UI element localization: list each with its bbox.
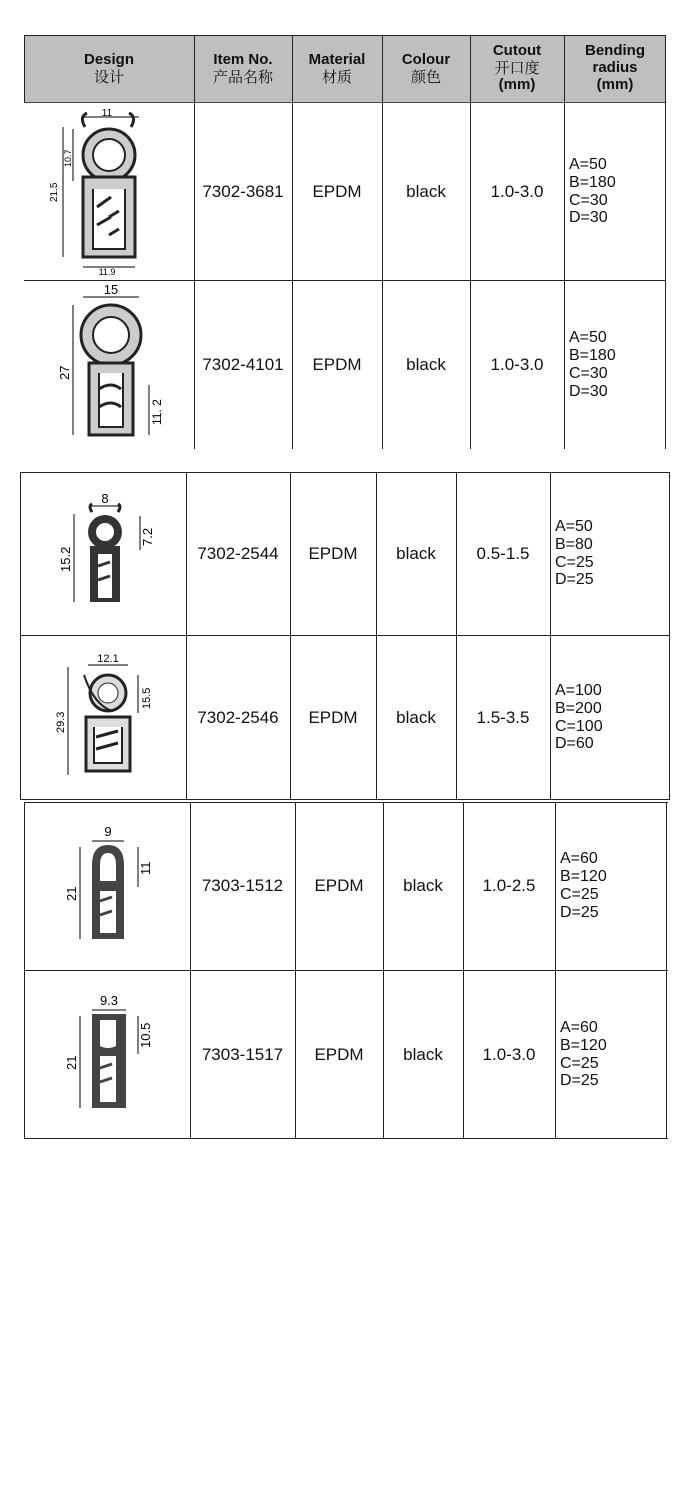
item-no: 7302-2544 <box>197 543 279 563</box>
header-colour-label: Colour <box>401 50 451 68</box>
dim-width: 11 <box>101 107 113 119</box>
radius-c: C=25 <box>560 886 599 903</box>
cutout: 1.5-3.5 <box>476 707 530 727</box>
radius-b: B=180 <box>569 173 616 191</box>
cutout: 1.0-3.0 <box>490 181 544 201</box>
header-cutout-cn: 开口度 <box>494 59 540 78</box>
header-design-label: Design <box>83 50 134 68</box>
cutout: 1.0-2.5 <box>482 876 536 895</box>
header-cutout-label: Cutout <box>492 42 542 60</box>
colour: black <box>396 543 436 563</box>
radius-b: B=200 <box>555 699 602 717</box>
radius-a: A=100 <box>555 681 602 699</box>
colour: black <box>396 707 436 727</box>
item-no: 7302-2546 <box>197 707 279 727</box>
table-row <box>24 802 190 970</box>
colour: black <box>406 355 446 374</box>
material: EPDM <box>314 1044 364 1064</box>
col-divider <box>665 35 666 449</box>
header-item-cn: 产品名称 <box>212 67 273 86</box>
table-border-bottom <box>24 1138 668 1139</box>
dim-height-2: 15.5 <box>141 687 153 709</box>
header-cutout-unit: (mm) <box>498 75 536 93</box>
item-no: 7302-3681 <box>202 181 284 201</box>
radius-c: C=25 <box>560 1054 599 1072</box>
item-no: 7303-1517 <box>201 1044 284 1064</box>
bending-radius <box>556 971 666 1138</box>
cutout: 1.0-3.0 <box>490 355 544 374</box>
product-table-1 <box>24 35 666 449</box>
table-row <box>24 971 190 1138</box>
header-cutout <box>470 35 564 102</box>
dim-width: 9 <box>104 824 112 839</box>
dim-height: 29.3 <box>55 711 67 733</box>
header-design-cn: 设计 <box>93 67 124 86</box>
header-material-cn: 材质 <box>321 67 352 86</box>
product-table-3 <box>24 802 668 1140</box>
profile-drawing-7302-2544 <box>48 494 158 614</box>
bending-radius <box>551 636 669 799</box>
radius-c: C=30 <box>569 365 608 382</box>
bending-radius <box>565 281 665 449</box>
header-item <box>194 35 292 102</box>
radius-a: A=50 <box>569 329 607 347</box>
dim-base: 11.9 <box>98 266 116 277</box>
radius-c: C=25 <box>555 553 594 571</box>
radius-a: A=60 <box>560 850 598 868</box>
colour: black <box>403 1044 443 1064</box>
radius-c: C=100 <box>555 717 603 735</box>
material: EPDM <box>314 876 364 895</box>
radius-b: B=120 <box>560 1036 607 1054</box>
profile-drawing-7303-1517 <box>52 990 162 1120</box>
dim-width: 15 <box>103 285 119 297</box>
material: EPDM <box>308 543 358 563</box>
header-colour <box>382 35 470 102</box>
dim-width: 9.3 <box>99 992 119 1008</box>
item-no: 7302-4101 <box>202 355 284 374</box>
bending-radius <box>551 472 669 635</box>
material: EPDM <box>308 707 358 727</box>
radius-d: D=30 <box>569 209 608 227</box>
radius-d: D=25 <box>555 571 594 589</box>
profile-drawing-7302-3681 <box>49 107 169 277</box>
header-colour-cn: 颜色 <box>410 67 441 86</box>
cutout: 0.5-1.5 <box>476 543 530 563</box>
radius-c: C=30 <box>569 191 608 209</box>
dim-height: 21 <box>64 1055 79 1070</box>
table-row <box>20 472 186 635</box>
radius-b: B=120 <box>560 868 607 886</box>
header-material-label: Material <box>308 50 366 68</box>
radius-d: D=25 <box>560 903 599 921</box>
radius-a: A=50 <box>555 517 593 535</box>
dim-height: 21.5 <box>49 182 60 202</box>
radius-b: B=180 <box>569 347 616 365</box>
dim-width: 8 <box>101 493 109 506</box>
dim-height: 15.2 <box>58 546 73 572</box>
profile-drawing-7302-4101 <box>49 285 169 445</box>
header-item-label: Item No. <box>213 50 273 68</box>
dim-height: 21 <box>64 886 79 901</box>
dim-height-2: 10.5 <box>138 1022 153 1048</box>
header-design <box>24 35 194 102</box>
dim-height-2: 10.7 <box>63 148 73 167</box>
col-divider <box>666 802 667 1139</box>
item-no: 7303-1512 <box>201 876 284 895</box>
table-header <box>24 35 666 103</box>
radius-d: D=60 <box>555 735 594 753</box>
cutout: 1.0-3.0 <box>482 1044 536 1064</box>
radius-d: D=30 <box>569 382 608 400</box>
dim-height-2: 11 <box>138 861 153 875</box>
material: EPDM <box>312 355 362 374</box>
dim-height-2: 7.2 <box>140 527 155 546</box>
radius-a: A=50 <box>569 155 607 173</box>
dim-height-2: 11. 2 <box>150 399 164 425</box>
radius-b: B=80 <box>555 535 593 553</box>
header-bending-unit: (mm) <box>596 75 634 93</box>
header-bending-label: Bending <box>585 42 645 60</box>
colour: black <box>403 876 443 895</box>
bending-radius <box>556 802 666 970</box>
bending-radius <box>565 103 665 280</box>
profile-drawing-7303-1512 <box>52 821 162 951</box>
table-border-bottom <box>20 799 670 800</box>
radius-d: D=25 <box>560 1072 599 1090</box>
dim-height: 27 <box>57 365 72 380</box>
table-row <box>24 281 194 449</box>
dim-width: 12.1 <box>97 652 119 665</box>
product-table-2 <box>20 472 670 802</box>
header-material <box>292 35 382 102</box>
header-bending-label-2: radius <box>592 59 638 77</box>
profile-drawing-7302-2546 <box>48 653 158 783</box>
colour: black <box>406 181 446 201</box>
table-row <box>24 103 194 280</box>
col-divider <box>669 472 670 800</box>
header-bending <box>564 35 666 102</box>
table-row <box>20 636 186 799</box>
radius-a: A=60 <box>560 1018 598 1036</box>
material: EPDM <box>312 181 362 201</box>
col-divider <box>24 35 25 102</box>
table-border-top <box>24 35 666 36</box>
